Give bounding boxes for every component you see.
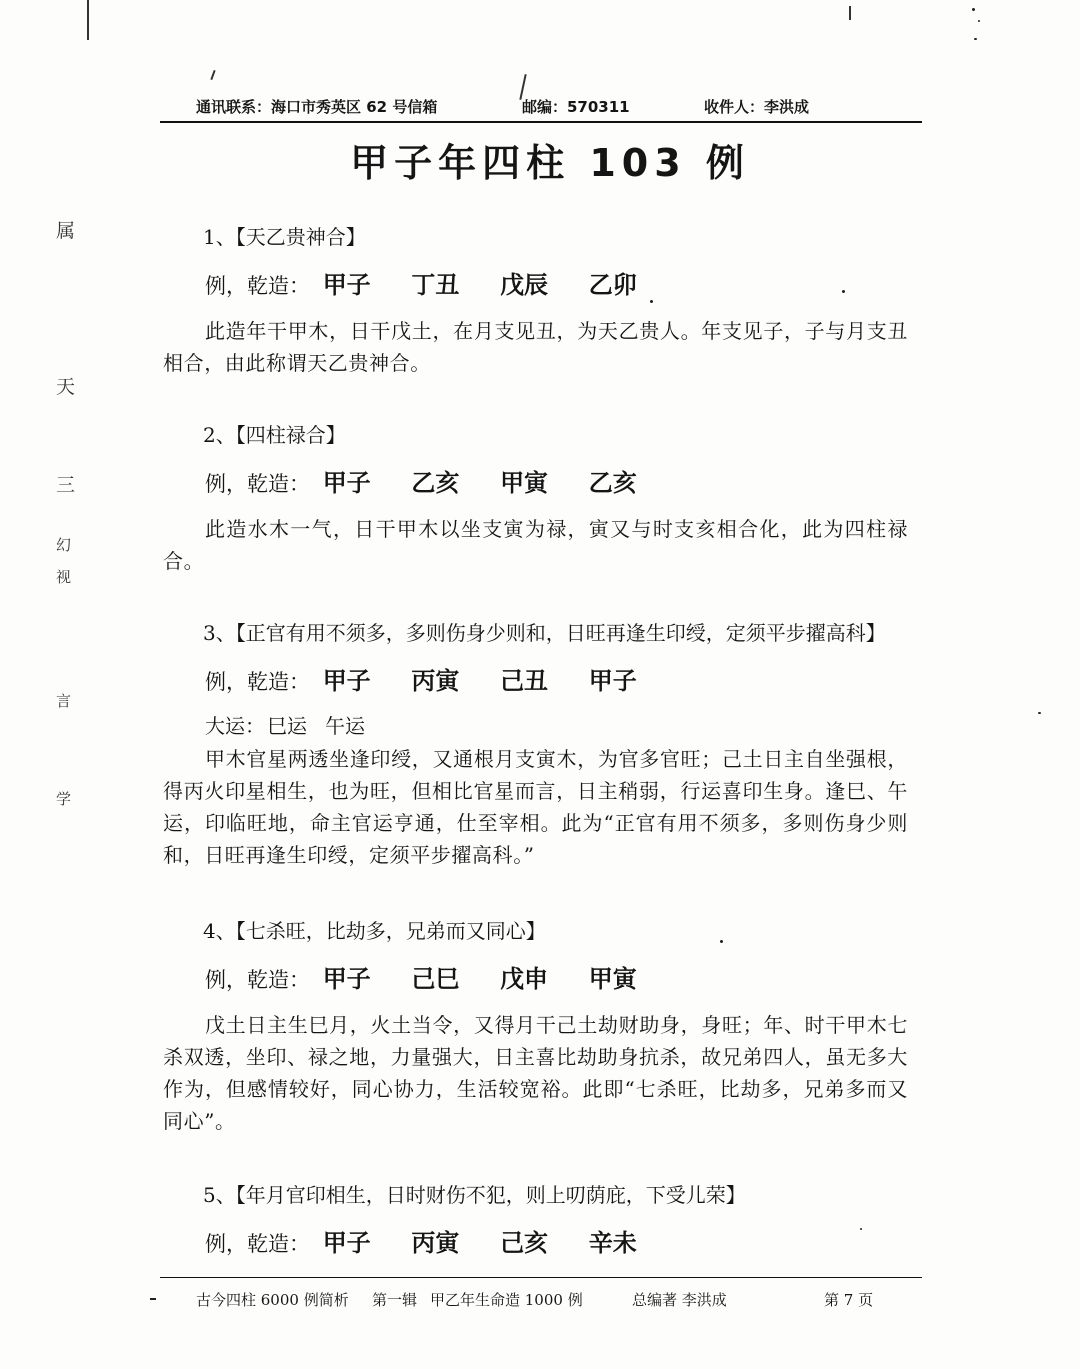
scan-mark	[210, 70, 215, 80]
bazi-chart	[205, 268, 908, 303]
section-paragraph: 此造年干甲木，日干戊土，在月支见丑，为天乙贵人。年支见子，子与月支丑相合，由此称谓天乙贵神合。	[163, 319, 908, 375]
section-heading: 2、【四柱禄合】	[203, 423, 346, 447]
pillar-hour: 辛未	[588, 1229, 637, 1257]
page-header	[160, 96, 920, 120]
pillar-year: 甲子	[322, 965, 371, 993]
footer-editor: 总编著 李洪成	[632, 1291, 727, 1309]
section-5	[163, 1180, 908, 1261]
section-3	[163, 618, 908, 871]
pillar-month: 丙寅	[411, 1229, 460, 1257]
section-heading: 1、【天乙贵神合】	[203, 225, 366, 249]
margin-char: 言	[56, 692, 72, 710]
footer-subtitle: 甲乙年生命造 1000 例	[430, 1291, 583, 1309]
pillar-day: 己亥	[500, 1229, 549, 1257]
header-recipient: 收件人：李洪成	[704, 98, 810, 116]
scan-mark	[87, 0, 89, 40]
margin-char: 属	[56, 220, 76, 242]
pillar-year: 甲子	[322, 271, 371, 299]
pillar-day: 甲寅	[500, 469, 549, 497]
bazi-chart	[205, 1226, 908, 1261]
dayun-label: 大运：	[205, 714, 265, 738]
chart-label: 例，乾造：	[205, 274, 310, 298]
pillar-hour: 乙卯	[588, 271, 637, 299]
dayun-line	[205, 711, 908, 741]
pillar-day: 戊辰	[500, 271, 549, 299]
pillar-hour: 甲子	[588, 667, 637, 695]
header-contact: 通讯联系：海口市秀英区 62 号信箱	[196, 98, 438, 116]
margin-char: 三	[56, 474, 76, 496]
pillar-year: 甲子	[322, 667, 371, 695]
pillar-hour: 甲寅	[588, 965, 637, 993]
bazi-chart	[205, 466, 908, 501]
pillar-month: 己巳	[411, 965, 460, 993]
margin-char: 天	[56, 376, 76, 398]
pillar-month: 乙亥	[411, 469, 460, 497]
scan-speck	[974, 38, 977, 40]
header-rule	[160, 121, 922, 123]
chart-label: 例，乾造：	[205, 1232, 310, 1256]
footer-book: 古今四柱 6000 例简析	[196, 1291, 349, 1309]
section-heading: 4、【七杀旺，比劫多，兄弟而又同心】	[203, 919, 546, 943]
section-heading: 3、【正官有用不须多，多则伤身少则和，日旺再逢生印绶，定须平步擢高科】	[203, 621, 886, 645]
scan-speck	[972, 8, 975, 11]
section-2	[163, 420, 908, 577]
margin-char: 幻	[56, 536, 72, 554]
header-postcode: 邮编：570311	[522, 98, 630, 116]
scan-mark	[849, 6, 851, 20]
pillar-year: 甲子	[322, 469, 371, 497]
chart-label: 例，乾造：	[205, 472, 310, 496]
pillar-day: 戊申	[500, 965, 549, 993]
footer-rule	[160, 1277, 922, 1278]
scan-speck	[1038, 712, 1041, 714]
scan-speck	[150, 1298, 156, 1300]
margin-char: 学	[56, 790, 72, 808]
scan-speck	[978, 20, 980, 22]
section-paragraph: 此造水木一气，日干甲木以坐支寅为禄，寅又与时支亥相合化，此为四柱禄合。	[163, 517, 908, 573]
section-1	[163, 222, 908, 379]
dayun-item: 午运	[325, 714, 365, 738]
pillar-year: 甲子	[322, 1229, 371, 1257]
section-paragraph: 甲木官星两透坐逢印绶，又通根月支寅木，为官多官旺；己土日主自坐强根，得丙火印星相生，也为旺，但相比官星而言，日主稍弱，行运喜印生身。逢巳、午运，印临旺地，命主官运亨通，仕至宰相。此为“正官有用不须多，多则伤身少则和，日旺再逢生印绶，定须平步擢高科。”	[163, 747, 908, 867]
pillar-day: 己丑	[500, 667, 549, 695]
bazi-chart	[205, 664, 908, 699]
section-4	[163, 916, 908, 1137]
chart-label: 例，乾造：	[205, 968, 310, 992]
section-heading: 5、【年月官印相生，日时财伤不犯，则上叨荫庇，下受儿荣】	[203, 1183, 746, 1207]
pillar-hour: 乙亥	[588, 469, 637, 497]
section-paragraph: 戊土日主生巳月，火土当令，又得月干己土劫财助身，身旺；年、时干甲木七杀双透，坐印、禄之地，力量强大，日主喜比劫助身抗杀，故兄弟四人，虽无多大作为，但感情较好，同心协力，生活较宽裕。此即“七杀旺，比劫多，兄弟多而又同心”。	[163, 1013, 908, 1133]
dayun-item: 巳运	[267, 714, 307, 738]
footer-page-number: 第 7 页	[824, 1291, 874, 1309]
page-title: 甲子年四柱 103 例	[350, 141, 750, 185]
chart-label: 例，乾造：	[205, 670, 310, 694]
bazi-chart	[205, 962, 908, 997]
pillar-month: 丙寅	[411, 667, 460, 695]
footer-volume: 第一辑	[372, 1291, 418, 1309]
pillar-month: 丁丑	[411, 271, 460, 299]
margin-char: 视	[56, 568, 72, 586]
